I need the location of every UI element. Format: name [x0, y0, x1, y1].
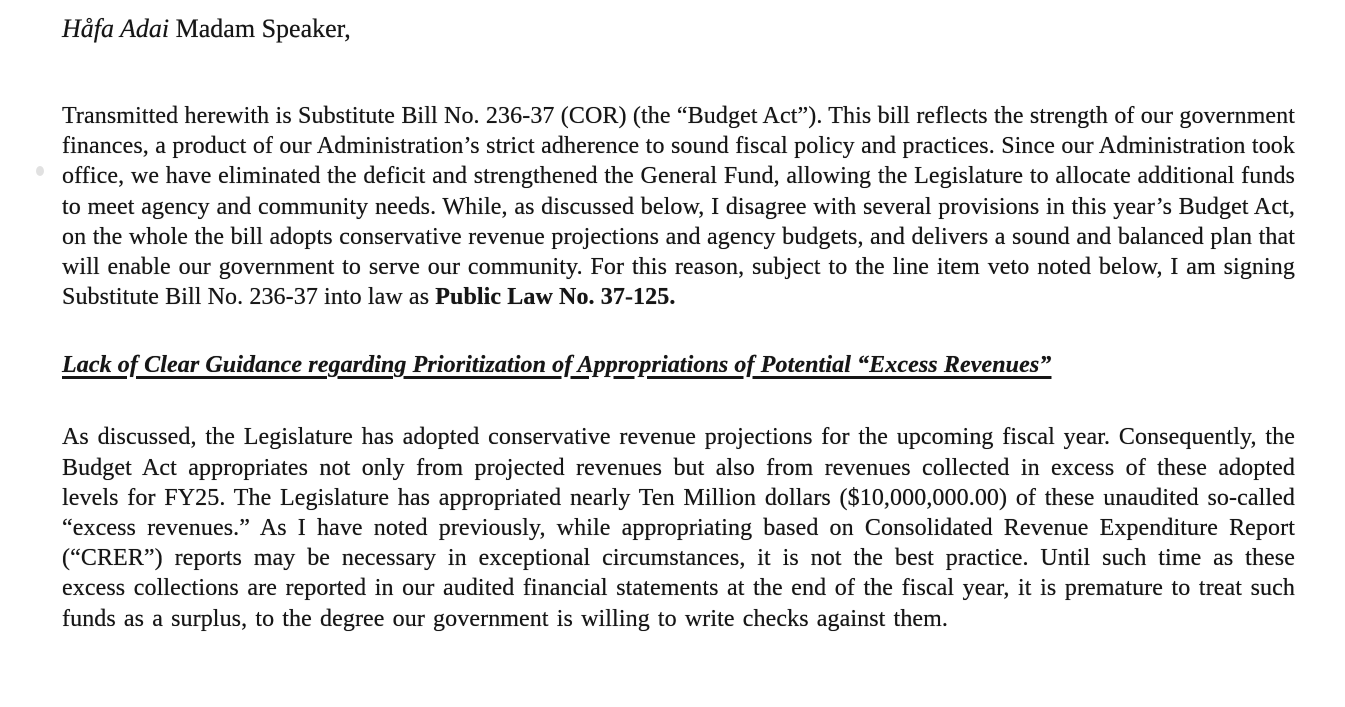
greeting-line: [62, 12, 1295, 46]
paragraph-transmittal-text: Transmitted herewith is Substitute Bill No. 236-37 (COR) (the “Budget Act”). This bill reflects the strength of our government finances, a product of our Administration’s strict adherence to sound fiscal policy and practices. Since our Administration took office, we have eliminated the deficit and strengthened the General Fund, allowing the Legislature to allocate additional funds to meet agency and community needs. While, as discussed below, I disagree with several provisions in this year’s Budget Act, on the whole the bill adopts conservative revenue projections and agency budgets, and delivers a sound and balanced plan that will enable our government to serve our community. For this reason, subject to the line item veto noted below, I am signing Substitute Bill No. 236-37 into law as: [62, 103, 1295, 311]
section-heading-excess-revenues: Lack of Clear Guidance regarding Prioritization of Appropriations of Potential “Excess Revenues”: [62, 352, 1052, 379]
greeting-addressee: Madam Speaker,: [169, 14, 351, 43]
scan-artifact: [36, 166, 44, 176]
public-law-number-bold: Public Law No. 37-125.: [435, 284, 676, 311]
greeting-chamorro-phrase: Håfa Adai: [62, 14, 170, 43]
body-paragraph-excess-revenues: As discussed, the Legislature has adopted conservative revenue projections for the upcoming fiscal year. Consequently, the Budget Act appropriates not only from projected revenues but also from revenues collected in excess of these adopted levels for FY25. The Legislature has appropriated nearly Ten Million dollars ($10,000,000.00) of these unaudited so-called “excess revenues.” As I have noted previously, while appropriating based on Consolidated Revenue Expenditure Report (“CRER”) reports may be necessary in exceptional circumstances, it is not the best practice. Until such time as these excess collections are reported in our audited financial statements at the end of the fiscal year, it is premature to treat such funds as a surplus, to the degree our government is willing to write checks against them.: [62, 424, 1295, 632]
body-paragraph-transmittal: [62, 101, 1295, 312]
